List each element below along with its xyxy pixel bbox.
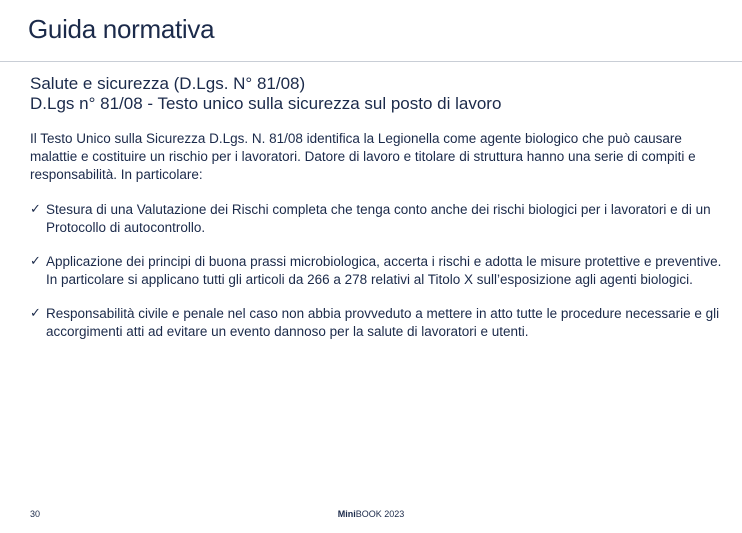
footer-brand-bold: Mini [337, 509, 356, 519]
title-divider [0, 61, 742, 62]
list-item [30, 201, 730, 237]
intro-paragraph: Il Testo Unico sulla Sicurezza D.Lgs. N. 81/08 identifica la Legionella come agente biologico che può causare malattie e costituire un rischio per i lavoratori. Datore di lavoro e titolare di struttura hanno una serie di compiti e responsabilità. In particolare: [30, 131, 696, 182]
list-item [30, 305, 730, 341]
section-heading: Salute e sicurezza (D.Lgs. N° 81/08) [30, 74, 306, 93]
footer-brand [0, 509, 742, 519]
footer-brand-rest: BOOK 2023 [355, 509, 405, 519]
checkmark-icon: ✓ [30, 254, 41, 269]
section-subheading: D.Lgs n° 81/08 - Testo unico sulla sicurezza sul posto di lavoro [30, 94, 502, 113]
checkmark-icon: ✓ [30, 306, 41, 321]
page-title: Guida normativa [28, 14, 215, 44]
checkmark-icon: ✓ [30, 202, 41, 217]
section-headings [30, 74, 730, 114]
list-item [30, 253, 730, 289]
list-item-text: Responsabilità civile e penale nel caso non abbia provveduto a mettere in atto tutte le procedure necessarie e gli accorgimenti atti ad evitare un evento dannoso per la salute di lavoratori e utenti. [46, 306, 720, 339]
list-item-text: Stesura di una Valutazione dei Rischi completa che tenga conto anche dei rischi biologici per i lavoratori e di un Protocollo di autocontrollo. [46, 202, 711, 235]
page-number: 30 [30, 509, 41, 519]
list-item-text: Applicazione dei principi di buona prassi microbiologica, accerta i rischi e adotta le misure protettive e preventive. In particolare si applicano tutti gli articoli da 266 a 278 relativi al Titolo X sull’esposizione agli agenti biologici. [46, 254, 722, 287]
bullet-list [30, 201, 730, 357]
